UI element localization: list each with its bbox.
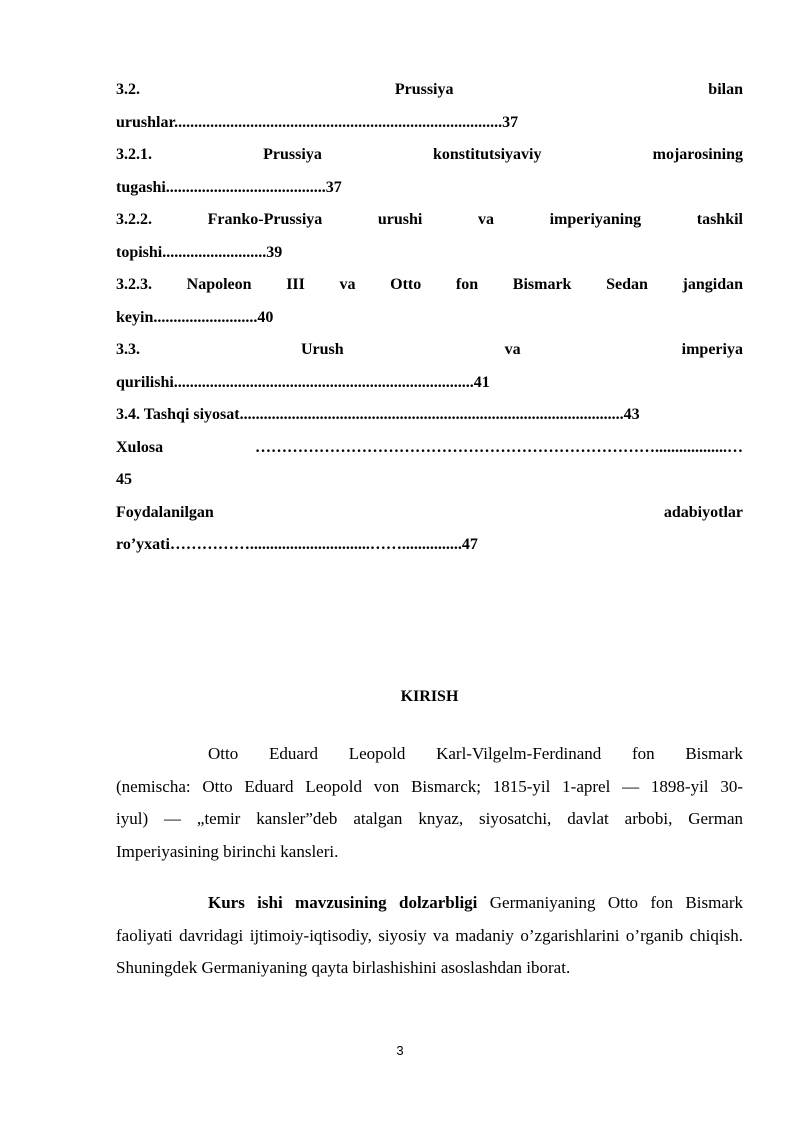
toc-word: III <box>286 276 305 293</box>
relevance-text: Germaniyaning Otto fon Bismark faoliyati davridagi ijtimoiy-iqtisodiy, siyosiy va madaniy o’zgarishlarini o’rganib chiqish. Shuningdek Germaniyaning qayta birlashishini asoslashdan iborat. <box>116 893 743 977</box>
section-heading: KIRISH <box>400 688 459 705</box>
toc-entry-line <box>116 204 743 237</box>
toc-entry[interactable] <box>116 74 743 139</box>
toc-entry-line <box>116 139 743 172</box>
toc-entry[interactable] <box>116 139 743 204</box>
page-number: 3 <box>396 1043 404 1058</box>
toc-word: va <box>504 341 521 358</box>
toc-word: …………………………………………………………………..................… <box>255 438 743 456</box>
toc-entry[interactable] <box>116 269 743 334</box>
toc-entry-line <box>116 497 743 530</box>
toc-word: 3.2.3. <box>116 276 152 293</box>
toc-entry[interactable] <box>116 399 743 432</box>
toc-word: Foydalanilgan <box>116 503 214 521</box>
toc-entry-continuation: topishi..........................39 <box>116 243 283 261</box>
toc-word: 3.3. <box>116 341 140 358</box>
toc-entry-continuation: tugashi........................................37 <box>116 178 342 196</box>
toc-word: Sedan <box>606 276 648 293</box>
paragraph-line: iyul) — „temir kansler”deb atalgan knyaz, siyosatchi, davlat arbobi, German <box>116 809 743 828</box>
relevance-label: Kurs ishi mavzusining dolzarbligi <box>208 893 478 912</box>
paragraph-text <box>116 887 743 985</box>
toc-entry-line <box>116 74 743 107</box>
toc-entry[interactable] <box>116 432 743 497</box>
toc-word: urushi <box>377 211 423 228</box>
toc-word: konstitutsiyaviy <box>432 146 542 163</box>
toc-word: bilan <box>708 81 743 98</box>
toc-entry-continuation: qurilishi...........................................................................41 <box>116 373 490 391</box>
toc-entry[interactable] <box>116 334 743 399</box>
toc-word: Urush <box>300 341 344 358</box>
table-of-contents <box>116 74 743 562</box>
word: Karl-Vilgelm-Ferdinand <box>436 744 602 763</box>
toc-word: fon <box>455 276 479 293</box>
toc-word: imperiya <box>681 341 743 358</box>
word: fon <box>631 744 655 763</box>
word: Eduard <box>268 744 319 763</box>
toc-word: va <box>339 276 356 293</box>
toc-word: va <box>477 211 494 228</box>
toc-word: adabiyotlar <box>663 503 743 521</box>
word: Leopold <box>348 744 406 763</box>
word: Bismark <box>685 744 743 763</box>
intro-paragraph <box>116 738 743 868</box>
toc-entry-continuation: urushlar..................................................................................37 <box>116 113 519 131</box>
toc-entry-line <box>116 334 743 367</box>
toc-entry-continuation: 45 <box>116 471 132 488</box>
toc-word: imperiyaning <box>549 211 642 228</box>
toc-word: Franko-Prussiya <box>207 211 323 228</box>
relevance-paragraph <box>116 887 743 985</box>
toc-word: jangidan <box>682 276 743 293</box>
word: Otto <box>208 744 239 763</box>
toc-word: mojarosining <box>652 146 743 163</box>
toc-entry-continuation: 3.4. Tashqi siyosat................................................................................................43 <box>116 406 640 423</box>
toc-word: 3.2.2. <box>116 211 152 228</box>
paragraph-line: Imperiyasining birinchi kansleri. <box>116 841 339 861</box>
paragraph-line <box>116 738 743 771</box>
toc-entry-line <box>116 432 743 465</box>
paragraph-line: (nemischa: Otto Eduard Leopold von Bismarck; 1815-yil 1-aprel — 1898-yil 30- <box>116 776 743 796</box>
toc-word: Prussiya <box>394 81 454 98</box>
toc-word: Bismark <box>512 276 572 293</box>
toc-entry[interactable] <box>116 204 743 269</box>
toc-entry-line <box>116 269 743 302</box>
toc-word: 3.2.1. <box>116 146 152 163</box>
toc-entry-continuation: keyin..........................40 <box>116 308 274 326</box>
toc-word: Napoleon <box>186 276 252 293</box>
toc-word: Prussiya <box>263 146 322 163</box>
toc-word: Otto <box>390 276 422 293</box>
toc-word: Xulosa <box>116 438 164 456</box>
toc-entry[interactable] <box>116 497 743 562</box>
toc-word: tashkil <box>696 211 743 228</box>
toc-word: 3.2. <box>116 81 140 98</box>
toc-entry-continuation: ro’yxati……………..............................……...............47 <box>116 536 478 553</box>
